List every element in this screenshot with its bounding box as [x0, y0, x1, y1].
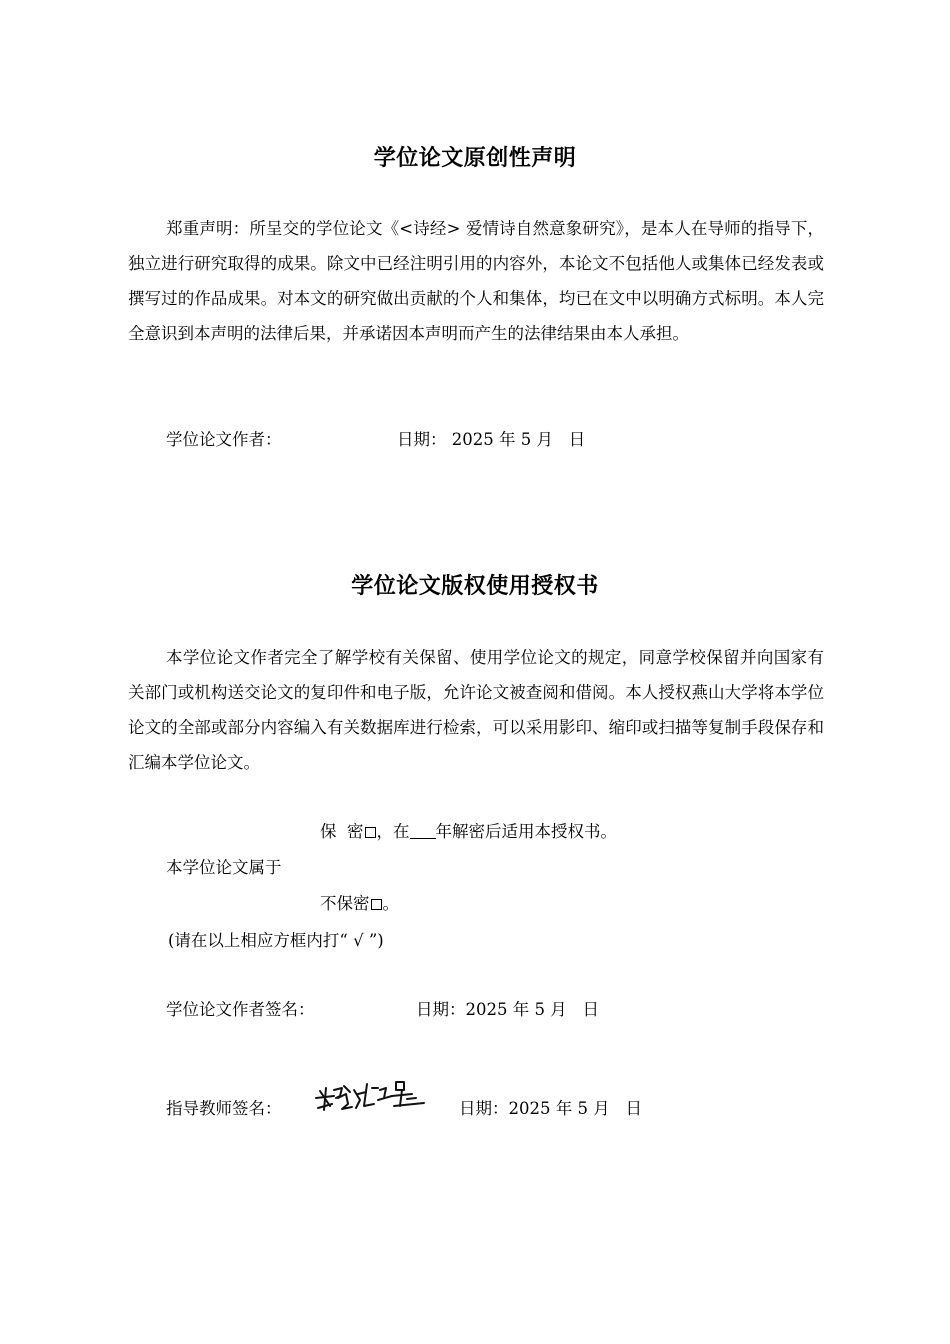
declaration-body: 郑重声明：所呈交的学位论文《<诗经> 爱情诗自然意象研究》，是本人在导师的指导下，独立进行研究取得的成果。除文中已经注明引用的内容外，本论文不包括他人或集体已经发表或撰写过的作品成果。对本文的研究做出贡献的个人和集体，均已在文中以明确方式标明。本人完全意识到本声明的法律后果，并承诺因本声明而产生的法律结果由本人承担。: [128, 219, 824, 343]
not-secret-option: [320, 893, 399, 915]
secret-option-suffix: 年解密后适用本授权书。: [435, 822, 617, 841]
declaration-date: 日期： 2025 年 5 月 日: [397, 430, 586, 449]
authorization-body: 本学位论文作者完全了解学校有关保留、使用学位论文的规定，同意学校保留并向国家有关部门或机构送交论文的复印件和电子版，允许论文被查阅和借阅。本人授权燕山大学将本学位论文的全部或部分内容编入有关数据库进行检索，可以采用影印、缩印或扫描等复制手段保存和汇编本学位论文。: [128, 648, 824, 772]
not-secret-option-suffix: 。: [382, 894, 399, 913]
authorization-title: 学位论文版权使用授权书: [351, 574, 599, 599]
declaration-author-label: 学位论文作者：: [166, 430, 282, 449]
author-sign-label: 学位论文作者签名：: [166, 1000, 315, 1019]
declaration-title: 学位论文原创性声明: [373, 146, 577, 171]
advisor-handwritten-signature: [312, 1076, 426, 1116]
secret-checkbox[interactable]: [365, 827, 376, 838]
advisor-sign-date: 日期：2025 年 5 月 日: [459, 1099, 642, 1118]
secret-option: [320, 821, 617, 843]
advisor-sign-label: 指导教师签名：: [166, 1099, 282, 1118]
not-secret-checkbox[interactable]: [371, 899, 382, 910]
not-secret-option-prefix: 不保密: [320, 894, 370, 913]
author-sign-date: 日期：2025 年 5 月 日: [416, 1000, 599, 1019]
check-instruction: (请在以上相应方框内打“ √ ”): [168, 931, 384, 950]
secret-option-prefix: 保 密: [320, 822, 364, 841]
secret-option-middle: ，在: [376, 822, 410, 841]
belongs-label: 本学位论文属于: [166, 858, 282, 877]
secret-years-blank[interactable]: [410, 824, 436, 839]
